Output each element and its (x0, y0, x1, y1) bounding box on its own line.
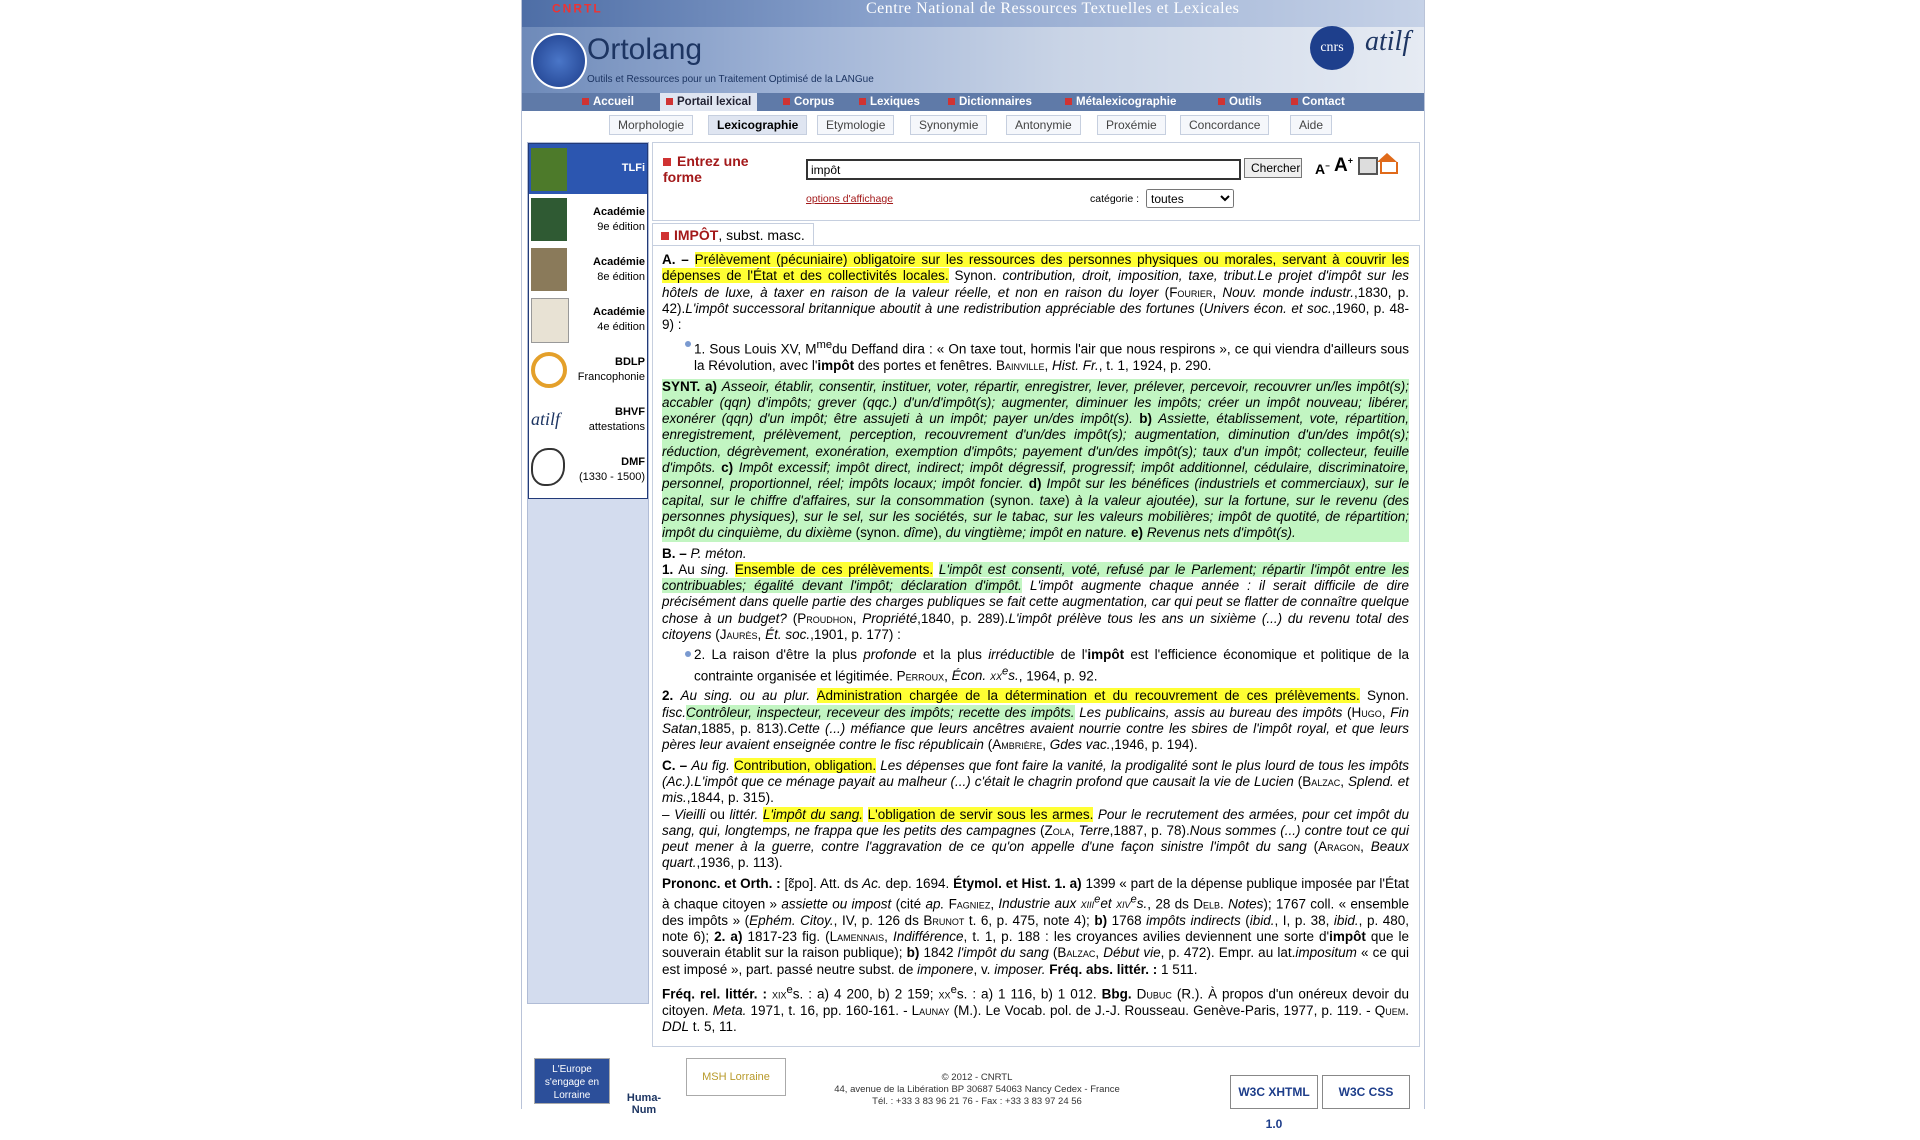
subtabs (522, 113, 1424, 135)
dict-dmf[interactable]: DMF (1330 - 1500) (529, 444, 647, 494)
cnrs-logo[interactable]: cnrs (1310, 26, 1354, 70)
footer (522, 1054, 1424, 1131)
banner-title: Centre National de Ressources Textuelles et Lexicales (866, 0, 1240, 17)
entry-tab[interactable] (652, 223, 814, 246)
main-nav (522, 93, 1424, 111)
home-icon[interactable] (1377, 153, 1397, 162)
investissements-avenir-logo (531, 33, 587, 89)
entry-headword: IMPÔT (674, 227, 719, 243)
dictionary-list (528, 143, 648, 499)
page-frame (521, 0, 1425, 1131)
nav-contact[interactable]: Contact (1288, 93, 1348, 111)
atilf-logo[interactable]: atilf (1365, 26, 1411, 57)
nav-outils[interactable]: Outils (1215, 93, 1265, 111)
entry-pos: , subst. masc. (718, 227, 805, 243)
tab-antonymie[interactable]: Antonymie (1006, 115, 1081, 135)
search-panel (652, 142, 1420, 221)
w3c-xhtml-badge[interactable]: W3C XHTML 1.0 (1230, 1075, 1318, 1109)
dict-academie-8[interactable]: Académie 8e édition (529, 244, 647, 294)
tab-synonymie[interactable]: Synonymie (910, 115, 987, 135)
search-label: Entrez une forme (663, 153, 749, 185)
nav-lexiques[interactable]: Lexiques (856, 93, 923, 111)
dict-academie-9[interactable]: Académie 9e édition (529, 194, 647, 244)
nav-dictionnaires[interactable]: Dictionnaires (945, 93, 1035, 111)
tab-etymologie[interactable]: Etymologie (817, 115, 894, 135)
nav-accueil[interactable]: Accueil (579, 93, 637, 111)
tab-aide[interactable]: Aide (1290, 115, 1332, 135)
search-input[interactable] (806, 159, 1241, 180)
font-smaller-icon[interactable]: A− (1315, 161, 1330, 177)
msh-lorraine-logo[interactable]: MSH Lorraine (686, 1058, 786, 1096)
dictionary-sidebar (527, 142, 649, 1004)
bdlp-logo-icon (531, 352, 567, 388)
academie-8-cover-icon (531, 248, 567, 291)
tab-proxemie[interactable]: Proxémie (1097, 115, 1166, 135)
font-larger-icon[interactable]: A+ (1334, 155, 1353, 176)
academie-9-cover-icon (531, 198, 567, 241)
academie-4-cover-icon (531, 298, 569, 343)
print-icon[interactable] (1358, 157, 1378, 175)
dict-bdlp[interactable]: BDLP Francophonie (529, 344, 647, 394)
display-options-link[interactable]: options d'affichage (806, 193, 894, 205)
dict-academie-4[interactable]: Académie 4e édition (529, 294, 647, 344)
category-select[interactable] (1146, 189, 1234, 208)
nav-corpus[interactable]: Corpus (780, 93, 837, 111)
nav-metalexicographie[interactable]: Métalexicographie (1062, 93, 1179, 111)
site-banner (522, 0, 1424, 93)
dict-bhvf[interactable]: atilf BHVF attestations (529, 394, 647, 444)
search-button[interactable]: Chercher (1244, 158, 1302, 178)
europe-lorraine-logo[interactable]: L'Europe s'engage en Lorraine (534, 1058, 610, 1104)
ortolang-logo[interactable]: Ortolang (587, 33, 703, 66)
ortolang-subtitle: Outils et Ressources pour un Traitement Optimisé de la LANGue (587, 74, 874, 85)
home-icon-body (1380, 162, 1398, 174)
footer-contact: © 2012 - CNRTL 44, avenue de la Libération BP 30687 54063 Nancy Cedex - France Tél. : +33 3 83 96 21 76 - Fax : +33 3 83 97 24 56 (834, 1072, 1120, 1107)
dictionary-article (652, 245, 1420, 1047)
cnrtl-logo[interactable]: CNRTL (552, 1, 603, 16)
tab-lexicographie[interactable]: Lexicographie (708, 115, 807, 135)
tab-concordance[interactable]: Concordance (1180, 115, 1269, 135)
atilf-small-logo-icon: atilf (531, 409, 561, 429)
category-label: catégorie : (1090, 193, 1140, 205)
huma-num-logo[interactable]: Huma-Num (615, 1054, 673, 1108)
tlfi-cover-icon (531, 148, 567, 191)
dmf-logo-icon (531, 448, 565, 486)
article-text: A. – Prélèvement (pécuniaire) obligatoire sur les ressources des personnes physiques ou morales, servant à couvrir les dépenses de l'État et des collectivités locales. Synon. contribution, droit, imposition, taxe, tribut.Le projet d'impôt sur les hôtels de luxe, à taxer en raison de la valeur réelle, et non en raison du loyer (Fourier, Nouv. monde industr.,1830, p. 42).L'impôt successoral britannique aboutit à une redistribution appréciable des fortunes (Univers écon. et soc.,1960, p. 48-9) : 1. Sous Louis XV, $M^{me}du$ Deffand dira : « On taxe tout, hormis l'air que nous respirons », ce qui viendra d'ailleurs sous la Révolution, avec l'impôt des portes et fenêtres. Bainville, Hist. Fr., t. 1, 1924, p. 290. SYNT. a) Asseoir, établir, consentir, instituer, voter, répartir, enregistrer, lever, prélever, percevoir, recouvrer un/les impôt(s); accabler (qqn) d'impôts; grever (qqc.) d'un/d'impôt(s); augmenter, diminuer les impôts; créer un impôt nouveau; libérer, exonérer (qqn) d'un impôt; être assujeti à un impôt; payer un/des impôt(s). b) Assiette, établissement, vote, répartition, enregistrement, prélèvement, perception, recouvrement d'un/des impôt(s); augmentation, diminution d'un/des impôt(s); réduction, dégrèvement, exonération, exemption d'impôts; payement d'un/des impôt(s); taux d'un impôt; collecteur, feuille d'impôts. c) Impôt excessif; impôt direct, indirect; impôt dégressif, progressif; impôt additionnel, cédulaire, discriminatoire, personnel, proportionnel, réel; impôts locaux; impôt foncier. d) Impôt sur les bénéfices (industriels et commerciaux), sur le capital, sur le chiffre d'affaires, sur la consommation (synon. taxe) à la valeur ajoutée), sur la fortune, sur le revenu (des personnes physiques), sur le sel, sur les sociétés, sur le tabac, sur les valeurs mobilières; impôt de quotité, de répartition; impôt du cinquième, du dixième (synon. dîme), du vingtième; impôt en nature. e) Revenus nets d'impôt(s). B. – P. méton. 1. Au sing. Ensemble de ces prélèvements. L'impôt est consenti, voté, refusé par le Parlement; répartir l'impôt entre les contribuables; égalité devant l'impôt; déclaration d'impôt. L'impôt augmente chaque année : il serait difficile de dire précisément dans quelle partie des charges publiques se fait cette augmentation, car qui peut se flatter de connaître quelque chose à un budget? (Proudhon, Propriété,1840, p. 289).L'impôt prélève tous les ans un sixième (...) du revenu total des citoyens (Jaurès, Ét. soc.,1901, p. 177) : 2. La raison d'être la plus profonde et la plus irréductible de l'impôt est l'efficience économique et politique de la contrainte organisée et légitimée. Perroux, Écon. $xx^es$., 1964, p. 92. 2. Au sing. ou au plur. Administration chargée de la détermination et du recouvrement de ces prélèvements. Synon. fisc.Contrôleur, inspecteur, receveur des impôts; recette des impôts. Les publicains, assis au bureau des impôts (Hugo, Fin Satan,1885, p. 813).Cette (...) méfiance que leurs ancêtres avaient nourrie contre les sbires de l'impôt royal, et que leurs pères leur avaient enseignée contre le fisc républicain (Ambrière, Gdes vac.,1946, p. 194). C. – Au fig. Contribution, obligation. Les dépenses que font faire la vanité, la prodigalité sont le plus lourd de tous les impôts (Ac.).L'impôt que ce ménage payait au malheur (...) c'était le chagrin profond que causait la vie de Lucien (Balzac, Splend. et mis.,1844, p. 315). – Vieilli ou littér. L'impôt du sang. L'obligation de servir sous les armes. Pour le recrutement des armées, pour cet impôt du sang, qui, longtemps, ne frappa que les petits des campagnes (Zola, Terre,1887, p. 78).Nous sommes (...) contre tout ce qui peut mener à la guerre, contre l'aggravation de ce qu'on appelle d'une façon sinistre l'impôt du sang (Aragon, Beaux quart.,1936, p. 113). Prononc. et Orth. : [ɛ̃po]. Att. ds Ac. dep. 1694. Étymol. et Hist. 1. a) 1399 « part de la dépense publique imposée par l'État à chaque citoyen » assiette ou impost (cité ap. Fagniez, Industrie aux xiii$^e$et xiv$^e$s., 28 ds Delb. Notes); 1767 coll. « ensemble des impôts » (Ephém. Citoy., IV, p. 126 ds Brunot t. 6, p. 475, note 4); b) 1768 impôts indirects (ibid., I, p. 38, ibid., p. 480, note 6); 2. a) 1817-23 fig. (Lamennais, Indifférence, t. 1, p. 188 : les croyances avilies deviennent une sorte d'impôt que le souverain établit sur la raison publique); b) 1842 l'impôt du sang (Balzac, Début vie, p. 472). Empr. au lat.impositum « ce qui est imposé », part. passé neutre subst. de imponere, v. imposer. Fréq. abs. littér. : 1 511. Fréq. rel. littér. : xix$^e$s. : a) 4 200, b) 2 159; $xx^es$. : a) 1 116, b) 1 012. Bbg. Dubuc (R.). À propos d'un onéreux devoir du citoyen. Meta. 1971, t. 16, pp. 160-161. - Launay (M.). Le Vocab. pol. de J.-J. Rousseau. Genève-Paris, 1977, p. 119. - Quem. DDL t. 5, 11. (662, 252, 1410, 1035)
nav-portail-lexical[interactable]: Portail lexical (660, 93, 757, 111)
tab-morphologie[interactable]: Morphologie (609, 115, 693, 135)
dict-tlfi[interactable]: TLFi (529, 144, 647, 194)
w3c-css-badge[interactable]: W3C CSS (1322, 1075, 1410, 1109)
